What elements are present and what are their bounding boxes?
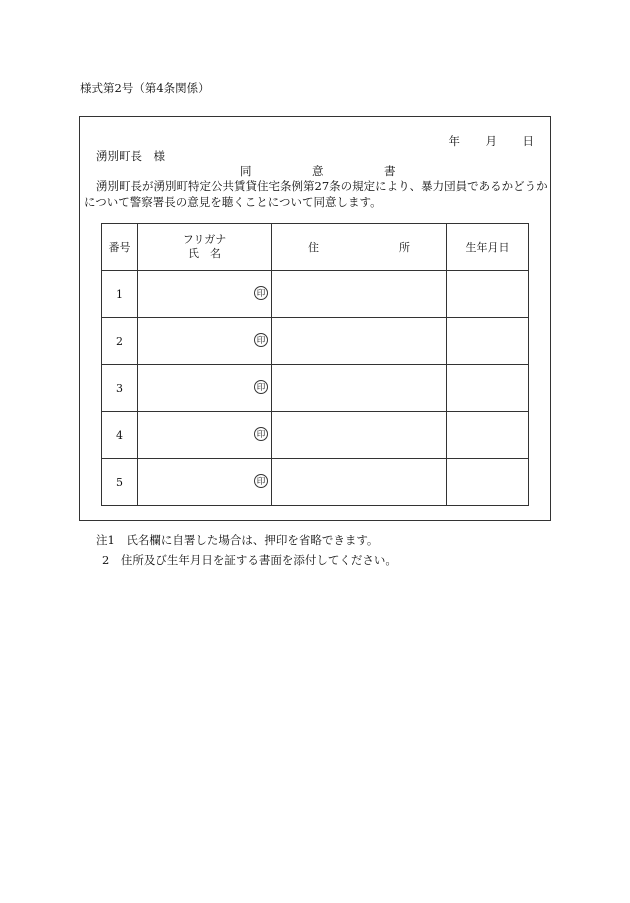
address-cell[interactable] [272,365,447,412]
seal-icon: 印 [254,380,268,394]
note-1: 注1 氏名欄に自署した場合は、押印を省略できます。 [96,533,379,547]
dob-cell[interactable] [447,271,529,318]
header-address [272,224,447,271]
title-char-1: 同 [240,164,252,178]
dob-cell[interactable] [447,318,529,365]
header-dob: 生年月日 [447,224,529,271]
year-label: 年 [448,134,460,148]
title-char-2: 意 [312,164,324,178]
header-address-a: 住 [308,241,319,254]
table-row [102,459,529,506]
seal-icon: 印 [254,427,268,441]
header-address-b: 所 [399,241,410,254]
consent-statement: 湧別町長が湧別町特定公共賃貸住宅条例第27条の規定により、暴力団員であるかどうかについて警察署長の意見を聴くことについて同意します。 [84,179,548,209]
row-number: 5 [102,459,138,506]
row-number: 4 [102,412,138,459]
month-label: 月 [485,134,497,148]
addressee: 湧別町長 様 [96,149,165,163]
consent-table [101,223,529,506]
seal-icon: 印 [254,474,268,488]
table-row [102,365,529,412]
address-cell[interactable] [272,271,447,318]
header-name [138,224,272,271]
row-number: 3 [102,365,138,412]
dob-cell[interactable] [447,365,529,412]
date-line [449,133,535,149]
address-cell[interactable] [272,459,447,506]
row-number: 1 [102,271,138,318]
header-number: 番号 [102,224,138,271]
dob-cell[interactable] [447,412,529,459]
name-cell[interactable] [138,365,272,412]
name-cell[interactable] [138,271,272,318]
name-cell[interactable] [138,412,272,459]
day-label: 日 [522,134,534,148]
address-cell[interactable] [272,412,447,459]
seal-icon: 印 [254,333,268,347]
header-furigana: フリガナ [182,233,227,246]
header-name-label: 氏 名 [188,247,221,260]
table-row [102,412,529,459]
dob-cell[interactable] [447,459,529,506]
address-cell[interactable] [272,318,447,365]
name-cell[interactable] [138,459,272,506]
title-char-3: 書 [384,164,396,178]
form-number: 様式第2号（第4条関係） [80,81,210,95]
note-2: 2 住所及び生年月日を証する書面を添付してください。 [102,553,397,567]
row-number: 2 [102,318,138,365]
consent-form-frame [79,116,551,521]
table-row [102,271,529,318]
seal-icon: 印 [254,286,268,300]
document-title [240,163,456,179]
notes [96,530,397,570]
table-header-row [102,224,529,271]
table-row [102,318,529,365]
name-cell[interactable] [138,318,272,365]
